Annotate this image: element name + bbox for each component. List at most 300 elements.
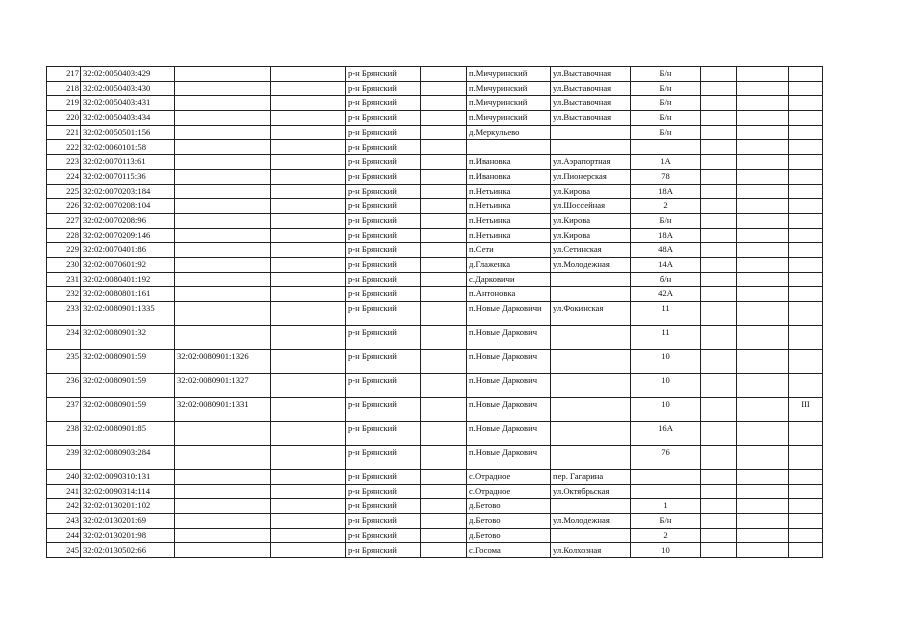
extra-cell <box>701 111 737 126</box>
extra-cell <box>737 287 789 302</box>
district-cell: р-н Брянский <box>346 446 421 470</box>
linked-cadastral-cell <box>175 272 271 287</box>
table-row <box>47 243 823 258</box>
district-cell: р-н Брянский <box>346 213 421 228</box>
row-number-cell: 224 <box>47 169 81 184</box>
linked-cadastral-cell <box>175 499 271 514</box>
empty-cell <box>421 125 467 140</box>
extra-cell <box>701 543 737 558</box>
locality-cell: п.Ивановка <box>467 155 551 170</box>
cadastral-number-cell: 32:02:0050501:156 <box>81 125 175 140</box>
table-row <box>47 470 823 485</box>
empty-cell <box>271 140 346 155</box>
extra-cell <box>737 199 789 214</box>
cadastral-number-cell: 32:02:0050403:431 <box>81 96 175 111</box>
note-cell <box>789 350 823 374</box>
table-row <box>47 543 823 558</box>
street-cell: ул.Выставочная <box>551 81 631 96</box>
street-cell: ул.Фокинская <box>551 302 631 326</box>
row-number-cell: 244 <box>47 528 81 543</box>
linked-cadastral-cell <box>175 140 271 155</box>
locality-cell: п.Новые Даркович <box>467 326 551 350</box>
row-number-cell: 234 <box>47 326 81 350</box>
extra-cell <box>737 125 789 140</box>
table-row <box>47 374 823 398</box>
linked-cadastral-cell <box>175 287 271 302</box>
note-cell <box>789 257 823 272</box>
street-cell <box>551 272 631 287</box>
empty-cell <box>271 543 346 558</box>
row-number-cell: 221 <box>47 125 81 140</box>
locality-cell: п.Нетьинка <box>467 184 551 199</box>
empty-cell <box>271 287 346 302</box>
extra-cell <box>737 499 789 514</box>
locality-cell: п.Сети <box>467 243 551 258</box>
locality-cell: п.Новые Даркович <box>467 446 551 470</box>
locality-cell: д.Бетово <box>467 514 551 529</box>
district-cell: р-н Брянский <box>346 243 421 258</box>
house-number-cell: 76 <box>631 446 701 470</box>
house-number-cell <box>631 470 701 485</box>
district-cell: р-н Брянский <box>346 140 421 155</box>
row-number-cell: 222 <box>47 140 81 155</box>
empty-cell <box>421 446 467 470</box>
note-cell <box>789 213 823 228</box>
note-cell <box>789 287 823 302</box>
street-cell: ул.Выставочная <box>551 96 631 111</box>
table-row <box>47 514 823 529</box>
table-row <box>47 81 823 96</box>
street-cell <box>551 398 631 422</box>
empty-cell <box>271 199 346 214</box>
locality-cell: п.Ивановка <box>467 169 551 184</box>
table-row <box>47 67 823 82</box>
house-number-cell: 1А <box>631 155 701 170</box>
house-number-cell: 14А <box>631 257 701 272</box>
extra-cell <box>701 499 737 514</box>
street-cell <box>551 125 631 140</box>
empty-cell <box>271 257 346 272</box>
street-cell <box>551 140 631 155</box>
extra-cell <box>701 470 737 485</box>
cadastral-number-cell: 32:02:0070208:104 <box>81 199 175 214</box>
table-row <box>47 350 823 374</box>
empty-cell <box>271 350 346 374</box>
house-number-cell: 42А <box>631 287 701 302</box>
district-cell: р-н Брянский <box>346 81 421 96</box>
row-number-cell: 242 <box>47 499 81 514</box>
empty-cell <box>271 514 346 529</box>
house-number-cell: 78 <box>631 169 701 184</box>
empty-cell <box>271 243 346 258</box>
row-number-cell: 241 <box>47 484 81 499</box>
street-cell: ул.Выставочная <box>551 111 631 126</box>
district-cell: р-н Брянский <box>346 287 421 302</box>
extra-cell <box>701 184 737 199</box>
street-cell: ул.Колхозная <box>551 543 631 558</box>
district-cell: р-н Брянский <box>346 422 421 446</box>
extra-cell <box>737 374 789 398</box>
empty-cell <box>271 528 346 543</box>
linked-cadastral-cell: 32:02:0080901:1331 <box>175 398 271 422</box>
locality-cell: п.Нетьинка <box>467 199 551 214</box>
house-number-cell: 10 <box>631 398 701 422</box>
street-cell: ул.Кирова <box>551 228 631 243</box>
note-cell <box>789 272 823 287</box>
cadastral-number-cell: 32:02:0070601:92 <box>81 257 175 272</box>
linked-cadastral-cell <box>175 422 271 446</box>
locality-cell <box>467 140 551 155</box>
row-number-cell: 240 <box>47 470 81 485</box>
empty-cell <box>421 228 467 243</box>
house-number-cell: Б/н <box>631 96 701 111</box>
cadastral-number-cell: 32:02:0080903:284 <box>81 446 175 470</box>
note-cell <box>789 155 823 170</box>
extra-cell <box>737 243 789 258</box>
locality-cell: п.Новые Даркович <box>467 422 551 446</box>
locality-cell: п.Мичуринский <box>467 67 551 82</box>
street-cell: ул.Пионерская <box>551 169 631 184</box>
note-cell <box>789 499 823 514</box>
district-cell: р-н Брянский <box>346 228 421 243</box>
locality-cell: п.Антоновка <box>467 287 551 302</box>
extra-cell <box>701 446 737 470</box>
empty-cell <box>271 96 346 111</box>
cadastral-number-cell: 32:02:0080901:59 <box>81 350 175 374</box>
house-number-cell <box>631 140 701 155</box>
cadastral-number-cell: 32:02:0080901:59 <box>81 374 175 398</box>
extra-cell <box>737 184 789 199</box>
empty-cell <box>271 125 346 140</box>
cadastral-number-cell: 32:02:0050403:430 <box>81 81 175 96</box>
extra-cell <box>701 484 737 499</box>
extra-cell <box>701 125 737 140</box>
street-cell: ул.Выставочная <box>551 67 631 82</box>
cadastral-number-cell: 32:02:0070208:96 <box>81 213 175 228</box>
street-cell: пер. Гагарина <box>551 470 631 485</box>
extra-cell <box>701 155 737 170</box>
empty-cell <box>271 169 346 184</box>
table-row <box>47 302 823 326</box>
extra-cell <box>701 287 737 302</box>
extra-cell <box>701 81 737 96</box>
table-row <box>47 184 823 199</box>
house-number-cell: Б/н <box>631 111 701 126</box>
row-number-cell: 239 <box>47 446 81 470</box>
note-cell <box>789 199 823 214</box>
empty-cell <box>421 184 467 199</box>
extra-cell <box>737 169 789 184</box>
street-cell <box>551 374 631 398</box>
empty-cell <box>421 257 467 272</box>
table-row <box>47 499 823 514</box>
district-cell: р-н Брянский <box>346 543 421 558</box>
extra-cell <box>737 213 789 228</box>
cadastral-number-cell: 32:02:0130201:69 <box>81 514 175 529</box>
extra-cell <box>701 422 737 446</box>
extra-cell <box>737 140 789 155</box>
district-cell: р-н Брянский <box>346 125 421 140</box>
district-cell: р-н Брянский <box>346 302 421 326</box>
locality-cell: п.Мичуринский <box>467 96 551 111</box>
district-cell: р-н Брянский <box>346 169 421 184</box>
street-cell <box>551 422 631 446</box>
extra-cell <box>737 111 789 126</box>
empty-cell <box>271 155 346 170</box>
street-cell: ул.Кирова <box>551 213 631 228</box>
row-number-cell: 232 <box>47 287 81 302</box>
empty-cell <box>421 350 467 374</box>
extra-cell <box>701 213 737 228</box>
street-cell <box>551 287 631 302</box>
row-number-cell: 243 <box>47 514 81 529</box>
row-number-cell: 235 <box>47 350 81 374</box>
note-cell <box>789 514 823 529</box>
row-number-cell: 237 <box>47 398 81 422</box>
extra-cell <box>701 169 737 184</box>
house-number-cell: Б/н <box>631 213 701 228</box>
table-row <box>47 169 823 184</box>
table-row <box>47 484 823 499</box>
linked-cadastral-cell <box>175 228 271 243</box>
extra-cell <box>701 96 737 111</box>
extra-cell <box>701 67 737 82</box>
house-number-cell: 11 <box>631 302 701 326</box>
empty-cell <box>421 470 467 485</box>
district-cell: р-н Брянский <box>346 272 421 287</box>
cadastral-number-cell: 32:02:0080801:161 <box>81 287 175 302</box>
cadastral-number-cell: 32:02:0080401:192 <box>81 272 175 287</box>
district-cell: р-н Брянский <box>346 499 421 514</box>
linked-cadastral-cell <box>175 470 271 485</box>
table-body <box>47 67 823 558</box>
linked-cadastral-cell <box>175 169 271 184</box>
cadastral-number-cell: 32:02:0090314:114 <box>81 484 175 499</box>
linked-cadastral-cell <box>175 67 271 82</box>
row-number-cell: 219 <box>47 96 81 111</box>
house-number-cell: Б/н <box>631 514 701 529</box>
locality-cell: п.Новые Даркович <box>467 350 551 374</box>
street-cell: ул.Аэрапортная <box>551 155 631 170</box>
empty-cell <box>271 67 346 82</box>
empty-cell <box>421 499 467 514</box>
linked-cadastral-cell <box>175 302 271 326</box>
locality-cell: д.Глаженка <box>467 257 551 272</box>
district-cell: р-н Брянский <box>346 470 421 485</box>
linked-cadastral-cell <box>175 81 271 96</box>
locality-cell: п.Новые Даркович <box>467 374 551 398</box>
row-number-cell: 245 <box>47 543 81 558</box>
note-cell <box>789 446 823 470</box>
row-number-cell: 227 <box>47 213 81 228</box>
note-cell <box>789 111 823 126</box>
note-cell <box>789 543 823 558</box>
house-number-cell: 10 <box>631 374 701 398</box>
row-number-cell: 223 <box>47 155 81 170</box>
district-cell: р-н Брянский <box>346 514 421 529</box>
street-cell <box>551 446 631 470</box>
extra-cell <box>737 81 789 96</box>
cadastral-number-cell: 32:02:0080901:59 <box>81 398 175 422</box>
linked-cadastral-cell <box>175 213 271 228</box>
street-cell: ул.Молодежная <box>551 514 631 529</box>
district-cell: р-н Брянский <box>346 199 421 214</box>
table-row <box>47 528 823 543</box>
empty-cell <box>421 155 467 170</box>
empty-cell <box>271 272 346 287</box>
table-row <box>47 213 823 228</box>
cadastral-number-cell: 32:02:0070115:36 <box>81 169 175 184</box>
extra-cell <box>701 398 737 422</box>
locality-cell: п.Новые Дарковичи <box>467 302 551 326</box>
locality-cell: п.Новые Даркович <box>467 398 551 422</box>
linked-cadastral-cell <box>175 543 271 558</box>
row-number-cell: 226 <box>47 199 81 214</box>
locality-cell: с.Отрадное <box>467 484 551 499</box>
table-row <box>47 96 823 111</box>
note-cell <box>789 470 823 485</box>
district-cell: р-н Брянский <box>346 67 421 82</box>
linked-cadastral-cell <box>175 184 271 199</box>
extra-cell <box>737 484 789 499</box>
street-cell: ул.Сетинская <box>551 243 631 258</box>
table-row <box>47 326 823 350</box>
empty-cell <box>421 81 467 96</box>
cadastral-number-cell: 32:02:0080901:85 <box>81 422 175 446</box>
extra-cell <box>701 243 737 258</box>
district-cell: р-н Брянский <box>346 484 421 499</box>
locality-cell: п.Нетьинка <box>467 228 551 243</box>
linked-cadastral-cell <box>175 155 271 170</box>
district-cell: р-н Брянский <box>346 350 421 374</box>
note-cell <box>789 81 823 96</box>
linked-cadastral-cell: 32:02:0080901:1326 <box>175 350 271 374</box>
empty-cell <box>271 81 346 96</box>
locality-cell: д.Бетово <box>467 528 551 543</box>
extra-cell <box>737 446 789 470</box>
empty-cell <box>271 470 346 485</box>
table-row <box>47 155 823 170</box>
empty-cell <box>421 326 467 350</box>
table-row <box>47 272 823 287</box>
cadastral-number-cell: 32:02:0130201:98 <box>81 528 175 543</box>
extra-cell <box>737 422 789 446</box>
house-number-cell: Б/н <box>631 67 701 82</box>
empty-cell <box>421 398 467 422</box>
note-cell <box>789 96 823 111</box>
linked-cadastral-cell <box>175 528 271 543</box>
house-number-cell: Б/н <box>631 81 701 96</box>
cadastral-number-cell: 32:02:0070203:184 <box>81 184 175 199</box>
table-row <box>47 257 823 272</box>
empty-cell <box>421 67 467 82</box>
row-number-cell: 230 <box>47 257 81 272</box>
extra-cell <box>701 199 737 214</box>
row-number-cell: 229 <box>47 243 81 258</box>
table-row <box>47 140 823 155</box>
extra-cell <box>701 140 737 155</box>
linked-cadastral-cell <box>175 111 271 126</box>
house-number-cell: 10 <box>631 350 701 374</box>
locality-cell: п.Мичуринский <box>467 111 551 126</box>
table-row <box>47 125 823 140</box>
extra-cell <box>737 514 789 529</box>
empty-cell <box>421 243 467 258</box>
house-number-cell: 16А <box>631 422 701 446</box>
extra-cell <box>737 543 789 558</box>
row-number-cell: 238 <box>47 422 81 446</box>
empty-cell <box>271 213 346 228</box>
house-number-cell: 2 <box>631 199 701 214</box>
extra-cell <box>737 470 789 485</box>
extra-cell <box>737 272 789 287</box>
street-cell <box>551 528 631 543</box>
table-row <box>47 446 823 470</box>
street-cell: ул.Шоссейная <box>551 199 631 214</box>
registry-table <box>46 66 823 558</box>
table-row <box>47 228 823 243</box>
district-cell: р-н Брянский <box>346 374 421 398</box>
linked-cadastral-cell <box>175 326 271 350</box>
table-row <box>47 111 823 126</box>
extra-cell <box>701 374 737 398</box>
locality-cell: д.Бетово <box>467 499 551 514</box>
extra-cell <box>737 398 789 422</box>
empty-cell <box>271 484 346 499</box>
note-cell <box>789 125 823 140</box>
cadastral-number-cell: 32:02:0050403:429 <box>81 67 175 82</box>
district-cell: р-н Брянский <box>346 96 421 111</box>
house-number-cell: Б/н <box>631 125 701 140</box>
street-cell <box>551 499 631 514</box>
note-cell <box>789 374 823 398</box>
extra-cell <box>737 228 789 243</box>
row-number-cell: 218 <box>47 81 81 96</box>
row-number-cell: 220 <box>47 111 81 126</box>
locality-cell: с.Отрадное <box>467 470 551 485</box>
table-row <box>47 422 823 446</box>
linked-cadastral-cell <box>175 125 271 140</box>
district-cell: р-н Брянский <box>346 111 421 126</box>
extra-cell <box>701 350 737 374</box>
house-number-cell: 2 <box>631 528 701 543</box>
extra-cell <box>701 228 737 243</box>
linked-cadastral-cell <box>175 446 271 470</box>
empty-cell <box>271 326 346 350</box>
extra-cell <box>701 528 737 543</box>
note-cell <box>789 140 823 155</box>
extra-cell <box>737 67 789 82</box>
empty-cell <box>271 228 346 243</box>
table-row <box>47 287 823 302</box>
cadastral-number-cell: 32:02:0090310:131 <box>81 470 175 485</box>
row-number-cell: 233 <box>47 302 81 326</box>
note-cell <box>789 243 823 258</box>
extra-cell <box>737 302 789 326</box>
cadastral-number-cell: 32:02:0070113:61 <box>81 155 175 170</box>
house-number-cell: 18А <box>631 184 701 199</box>
district-cell: р-н Брянский <box>346 528 421 543</box>
street-cell <box>551 350 631 374</box>
empty-cell <box>421 199 467 214</box>
extra-cell <box>701 514 737 529</box>
row-number-cell: 231 <box>47 272 81 287</box>
note-cell <box>789 184 823 199</box>
note-cell <box>789 302 823 326</box>
extra-cell <box>737 326 789 350</box>
empty-cell <box>271 302 346 326</box>
empty-cell <box>271 499 346 514</box>
